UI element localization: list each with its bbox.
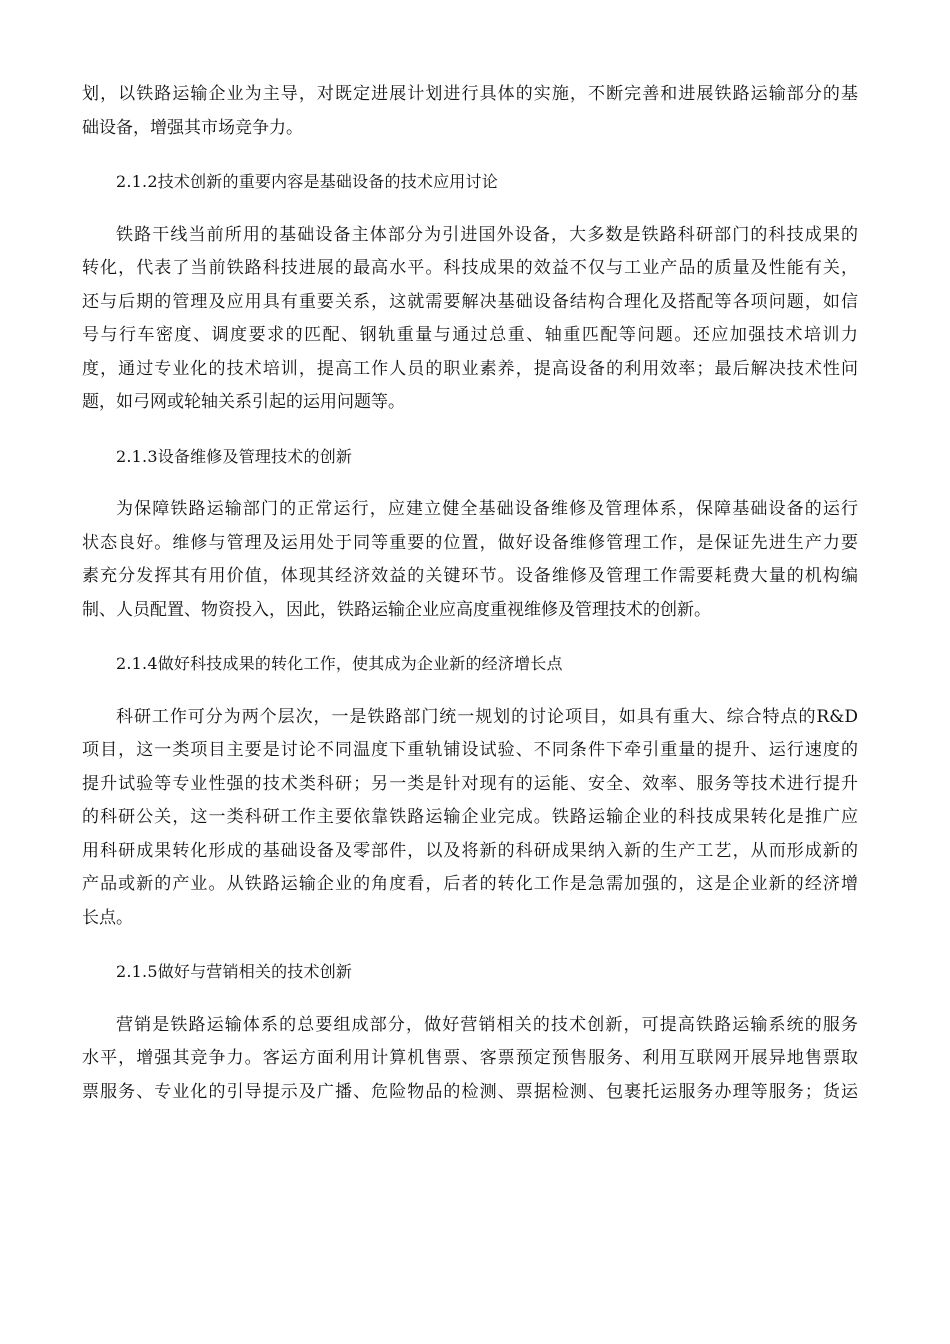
- paragraph: [82, 493, 858, 627]
- text-line: 产品或新的产业。从铁路运输企业的角度看，后者的转化工作是急需加强的，这是企业新的经济增: [82, 874, 858, 894]
- text-line: 度，通过专业化的技术培训，提高工作人员的职业素养，提高设备的利用效率；最后解决技术性问: [82, 358, 858, 379]
- text-line: 长点。: [82, 907, 133, 928]
- text-line: 提升试验等专业性强的技术类科研；另一类是针对现有的运能、安全、效率、服务等技术进行提升: [82, 773, 858, 794]
- text-line: 为保障铁路运输部门的正常运行，应建立健全基础设备维修及管理体系，保障基础设备的运行: [116, 499, 858, 519]
- article-body: [82, 78, 858, 1109]
- text-line: 水平，增强其竞争力。客运方面利用计算机售票、客票预定预售服务、利用互联网开展异地售票取: [82, 1048, 858, 1068]
- text-line: 础设备，增强其市场竞争力。: [82, 117, 303, 138]
- text-line: 科研工作可分为两个层次，一是铁路部门统一规划的讨论项目，如具有重大、综合特点的R&D: [116, 706, 858, 727]
- text-line: 还与后期的管理及应用具有重要关系，这就需要解决基础设备结构合理化及搭配等各项问题，如信: [82, 291, 858, 312]
- text-line: 的科研公关，这一类科研工作主要依靠铁路运输企业完成。铁路运输企业的科技成果转化是推广应: [82, 807, 858, 827]
- text-line: 号与行车密度、调度要求的匹配、钢轨重量与通过总重、轴重匹配等问题。还应加强技术培训力: [82, 325, 858, 345]
- text-line: 用科研成果转化形成的基础设备及零部件，以及将新的科研成果纳入新的生产工艺，从而形成新的: [82, 840, 858, 861]
- text-line: 状态良好。维修与管理及运用处于同等重要的位置，做好设备维修管理工作，是保证先进生产力要: [82, 532, 858, 553]
- paragraph: [82, 701, 858, 936]
- section-heading: 2.1.4做好科技成果的转化工作，使其成为企业新的经济增长点: [116, 654, 563, 673]
- section-heading: 2.1.5做好与营销相关的技术创新: [116, 962, 353, 981]
- text-line: 票服务、专业化的引导提示及广播、危险物品的检测、票据检测、包裹托运服务办理等服务；货运: [82, 1081, 858, 1102]
- text-line: 题，如弓网或轮轴关系引起的运用问题等。: [82, 392, 405, 412]
- section-heading: 2.1.2技术创新的重要内容是基础设备的技术应用讨论: [116, 172, 498, 191]
- text-line: 制、人员配置、物资投入，因此，铁路运输企业应高度重视维修及管理技术的创新。: [82, 599, 711, 620]
- section-heading: 2.1.3设备维修及管理技术的创新: [116, 446, 353, 466]
- paragraph: [82, 1009, 858, 1110]
- text-line: 项目，这一类项目主要是讨论不同温度下重轨铺设试验、不同条件下牵引重量的提升、运行速度的: [82, 740, 858, 760]
- paragraph: [82, 219, 858, 420]
- text-line: 划，以铁路运输企业为主导，对既定进展计划进行具体的实施，不断完善和进展铁路运输部分的基: [82, 84, 858, 104]
- text-line: 转化，代表了当前铁路科技进展的最高水平。科技成果的效益不仅与工业产品的质量及性能有关，: [82, 258, 858, 278]
- text-line: 营销是铁路运输体系的总要组成部分，做好营销相关的技术创新，可提高铁路运输系统的服务: [116, 1014, 858, 1035]
- paragraph: [82, 78, 858, 145]
- text-line: 素充分发挥其有用价值，体现其经济效益的关键环节。设备维修及管理工作需要耗费大量的机构编: [82, 566, 858, 586]
- text-line: 铁路干线当前所用的基础设备主体部分为引进国外设备，大多数是铁路科研部门的科技成果的: [116, 224, 858, 245]
